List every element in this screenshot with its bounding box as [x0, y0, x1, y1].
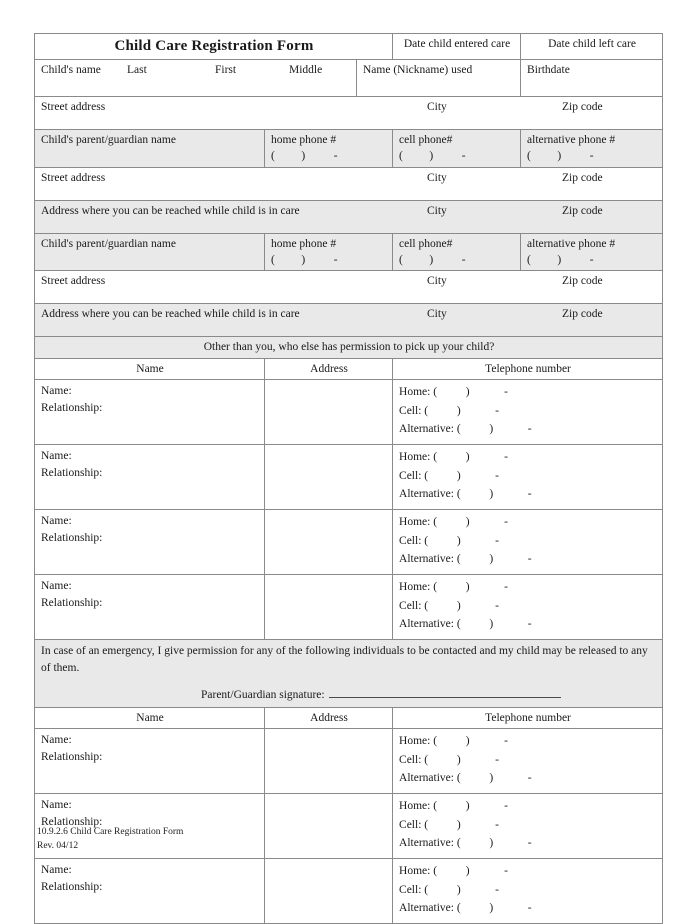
guardian-2-street-address-label: Street address [41, 275, 106, 288]
guardian-1-street-address-label: Street address [41, 171, 106, 184]
guardian-1-city-label: City [427, 171, 447, 184]
emergency-row-1-relationship-label: Relationship: [41, 751, 103, 764]
guardian-1-contact-row [35, 129, 663, 167]
pickup-row-4-name-label: Name: [41, 580, 72, 592]
signature-input[interactable] [329, 686, 561, 698]
signature-label: Parent/Guardian signature: [201, 688, 325, 701]
guardian-2-reach-zip-label: Zip code [562, 308, 603, 321]
child-middle-name-label: Middle [289, 63, 323, 76]
guardian-2-home-phone-field[interactable] [265, 233, 393, 271]
guardian-2-address-field[interactable] [35, 271, 663, 304]
guardian-1-reach-city-label: City [427, 204, 447, 217]
table-row [35, 859, 663, 924]
emergency-row-1-alt-phone[interactable]: Alternative: ( ) - [399, 772, 532, 785]
guardian-1-home-phone-label: home phone # [271, 133, 337, 146]
child-nickname-field[interactable]: Name (Nickname) used [357, 59, 521, 96]
emergency-row-1-telephone-cell[interactable] [393, 729, 663, 794]
pickup-col-header-address: Address [265, 358, 393, 379]
guardian-1-name-field[interactable]: Child's parent/guardian name [35, 129, 265, 167]
emergency-row-2-alt-phone[interactable]: Alternative: ( ) - [399, 837, 532, 850]
guardian-2-cell-phone-field[interactable] [393, 233, 521, 271]
pickup-row-1-relationship-label: Relationship: [41, 402, 103, 415]
child-care-registration-form [34, 33, 663, 924]
emergency-row-2-relationship-label: Relationship: [41, 816, 103, 829]
emergency-column-header-row [35, 707, 663, 728]
table-row [35, 445, 663, 510]
pickup-row-3-address-cell[interactable] [265, 510, 393, 575]
guardian-1-cell-phone-blank[interactable]: ( ) - [399, 150, 467, 163]
guardian-1-home-phone-field[interactable] [265, 129, 393, 167]
pickup-row-1-home-phone[interactable]: Home: ( ) - [399, 386, 508, 398]
pickup-row-4-name-cell[interactable] [35, 575, 265, 640]
emergency-row-3-name-cell[interactable] [35, 859, 265, 924]
guardian-1-cell-phone-label: cell phone# [399, 133, 453, 146]
guardian-1-zip-label: Zip code [562, 171, 603, 184]
pickup-row-2-telephone-cell[interactable] [393, 445, 663, 510]
child-last-name-label: Last [127, 63, 147, 76]
emergency-row-1-name-label: Name: [41, 734, 72, 747]
emergency-row-3-relationship-label: Relationship: [41, 881, 103, 894]
emergency-row-1-address-cell[interactable] [265, 729, 393, 794]
emergency-row-3-cell-phone[interactable]: Cell: ( ) - [399, 883, 500, 896]
date-entered-care-field[interactable]: Date child entered care [393, 34, 521, 60]
pickup-row-1-telephone-cell[interactable] [393, 380, 663, 445]
emergency-row-1-cell-phone[interactable]: Cell: ( ) - [399, 753, 500, 766]
page-title: Child Care Registration Form [35, 34, 393, 60]
table-row [35, 380, 663, 445]
guardian-2-reach-address-row [35, 304, 663, 337]
pickup-row-2-relationship-label: Relationship: [41, 467, 103, 480]
pickup-row-2-alt-phone[interactable]: Alternative: ( ) - [399, 488, 532, 501]
date-left-care-field[interactable]: Date child left care [521, 34, 663, 60]
guardian-1-alt-phone-label: alternative phone # [527, 133, 616, 146]
guardian-2-reach-address-field[interactable] [35, 304, 663, 337]
child-address-field[interactable] [35, 96, 663, 129]
guardian-1-address-row [35, 167, 663, 200]
guardian-2-alt-phone-blank[interactable]: ( ) - [527, 253, 595, 266]
emergency-statement-cell [35, 640, 663, 708]
pickup-row-3-home-phone[interactable]: Home: ( ) - [399, 516, 508, 528]
guardian-1-reach-address-label: Address where you can be reached while child is in care [41, 204, 300, 217]
guardian-2-cell-phone-blank[interactable]: ( ) - [399, 253, 467, 266]
pickup-row-1-cell-phone[interactable]: Cell: ( ) - [399, 404, 500, 417]
pickup-col-header-name: Name [35, 358, 265, 379]
emergency-row-3-alt-phone[interactable]: Alternative: ( ) - [399, 902, 532, 915]
child-first-name-label: First [215, 63, 237, 76]
guardian-1-reach-address-row [35, 200, 663, 233]
child-name-row [35, 59, 663, 96]
pickup-row-4-home-phone[interactable]: Home: ( ) - [399, 581, 508, 593]
emergency-row-2-name-label: Name: [41, 799, 72, 812]
pickup-row-2-name-cell[interactable] [35, 445, 265, 510]
child-address-row [35, 96, 663, 129]
title-row [35, 34, 663, 60]
pickup-row-3-name-label: Name: [41, 515, 72, 527]
guardian-2-alt-phone-label: alternative phone # [527, 237, 616, 250]
guardian-2-address-row [35, 271, 663, 304]
guardian-2-city-label: City [427, 275, 447, 288]
pickup-section-heading-row [35, 337, 663, 358]
table-row [35, 510, 663, 575]
guardian-1-alt-phone-blank[interactable]: ( ) - [527, 150, 595, 163]
pickup-row-3-cell-phone[interactable]: Cell: ( ) - [399, 534, 500, 547]
guardian-2-alt-phone-field[interactable] [521, 233, 663, 271]
child-zip-label: Zip code [562, 100, 603, 113]
pickup-row-4-cell-phone[interactable]: Cell: ( ) - [399, 599, 500, 612]
pickup-row-2-home-phone[interactable]: Home: ( ) - [399, 451, 508, 463]
child-name-label: Child's name [41, 63, 101, 76]
child-street-address-label: Street address [41, 100, 106, 113]
table-row [35, 729, 663, 794]
pickup-row-4-address-cell[interactable] [265, 575, 393, 640]
emergency-col-header-address: Address [265, 707, 393, 728]
guardian-2-home-phone-label: home phone # [271, 237, 337, 250]
pickup-row-3-relationship-label: Relationship: [41, 532, 103, 545]
emergency-row-2-home-phone[interactable]: Home: ( ) - [399, 800, 508, 813]
guardian-1-reach-zip-label: Zip code [562, 204, 603, 217]
pickup-row-3-name-cell[interactable] [35, 510, 265, 575]
pickup-row-4-relationship-label: Relationship: [41, 597, 103, 610]
signature-line[interactable] [41, 686, 657, 704]
pickup-row-2-name-label: Name: [41, 450, 72, 462]
guardian-1-alt-phone-field[interactable] [521, 129, 663, 167]
emergency-row-3-address-cell[interactable] [265, 859, 393, 924]
pickup-row-1-name-cell[interactable] [35, 380, 265, 445]
emergency-col-header-telephone: Telephone number [393, 707, 663, 728]
emergency-row-2-cell-phone[interactable]: Cell: ( ) - [399, 818, 500, 831]
emergency-row-2-address-cell[interactable] [265, 794, 393, 859]
pickup-col-header-telephone: Telephone number [393, 358, 663, 379]
guardian-2-home-phone-blank[interactable]: ( ) - [271, 253, 339, 266]
guardian-2-cell-phone-label: cell phone# [399, 237, 453, 250]
footer-form-id: 10.9.2.6 Child Care Registration Form [37, 827, 184, 837]
footer-revision: Rev. 04/12 [37, 840, 79, 851]
pickup-section-heading: Other than you, who else has permission to pick up your child? [35, 337, 663, 358]
emergency-row-3-name-label: Name: [41, 864, 72, 877]
guardian-2-name-field[interactable]: Child's parent/guardian name [35, 233, 265, 271]
emergency-row-3-telephone-cell[interactable] [393, 859, 663, 924]
child-name-field[interactable] [35, 59, 357, 96]
pickup-column-header-row [35, 358, 663, 379]
table-row [35, 575, 663, 640]
guardian-1-address-field[interactable] [35, 167, 663, 200]
guardian-2-reach-city-label: City [427, 308, 447, 321]
emergency-statement-text: In case of an emergency, I give permission for any of the following individuals to be contacted and my child may be released to any of them. [41, 645, 648, 675]
emergency-col-header-name: Name [35, 707, 265, 728]
emergency-row-1-name-cell[interactable] [35, 729, 265, 794]
emergency-statement-row [35, 640, 663, 708]
pickup-row-2-cell-phone[interactable]: Cell: ( ) - [399, 469, 500, 482]
guardian-1-home-phone-blank[interactable]: ( ) - [271, 150, 339, 163]
document-footer [37, 826, 183, 854]
pickup-row-4-alt-phone[interactable]: Alternative: ( ) - [399, 618, 532, 631]
emergency-row-1-home-phone[interactable]: Home: ( ) - [399, 735, 508, 748]
pickup-row-3-alt-phone[interactable]: Alternative: ( ) - [399, 553, 532, 566]
pickup-row-2-address-cell[interactable] [265, 445, 393, 510]
guardian-2-contact-row [35, 233, 663, 271]
guardian-1-reach-address-field[interactable] [35, 200, 663, 233]
pickup-row-4-telephone-cell[interactable] [393, 575, 663, 640]
child-birthdate-field[interactable]: Birthdate [521, 59, 663, 96]
guardian-2-reach-address-label: Address where you can be reached while child is in care [41, 308, 300, 321]
child-city-label: City [427, 100, 447, 113]
emergency-row-3-home-phone[interactable]: Home: ( ) - [399, 865, 508, 878]
pickup-row-1-address-cell[interactable] [265, 380, 393, 445]
pickup-row-1-name-label: Name: [41, 385, 72, 397]
guardian-2-zip-label: Zip code [562, 275, 603, 288]
emergency-row-2-telephone-cell[interactable] [393, 794, 663, 859]
guardian-1-cell-phone-field[interactable] [393, 129, 521, 167]
pickup-row-1-alt-phone[interactable]: Alternative: ( ) - [399, 423, 532, 436]
pickup-row-3-telephone-cell[interactable] [393, 510, 663, 575]
